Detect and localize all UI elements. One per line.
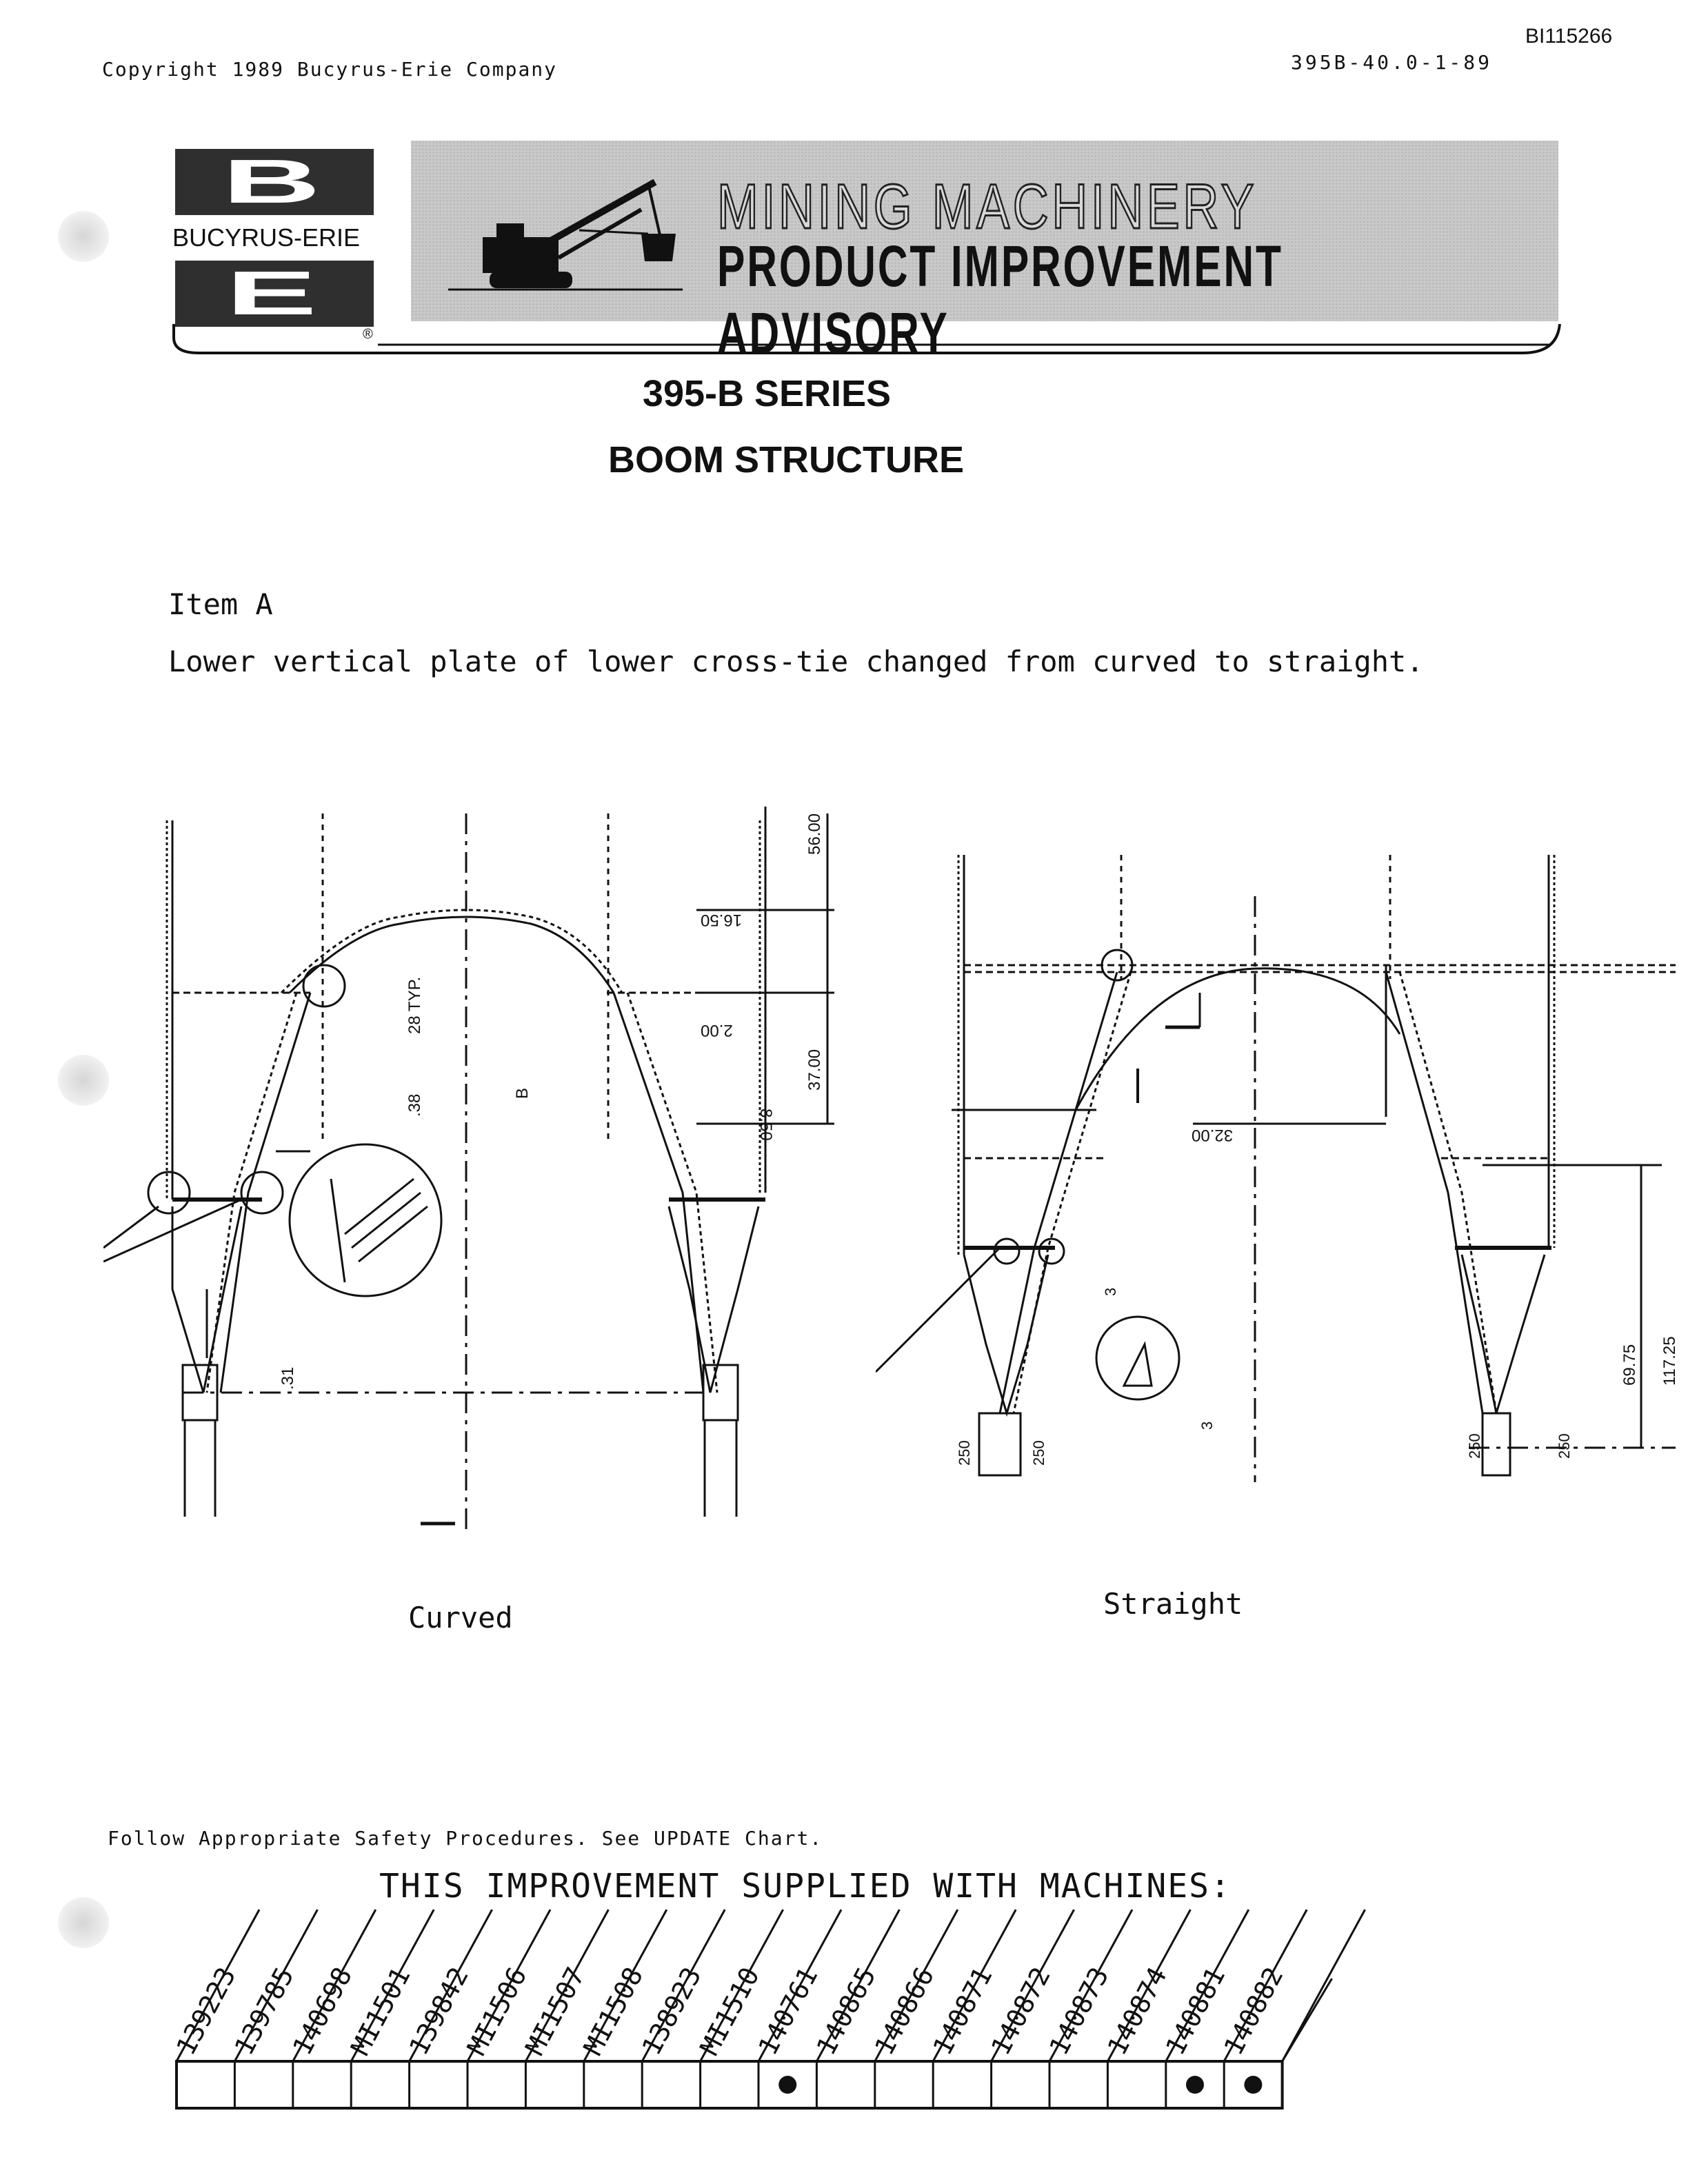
machine-marker [1244, 2076, 1262, 2094]
machine-number: 139785 [228, 1962, 300, 2061]
dim-label: 250 [956, 1440, 973, 1466]
supplied-heading: THIS IMPROVEMENT SUPPLIED WITH MACHINES: [379, 1867, 1232, 1905]
document-id: BI115266 [1525, 25, 1613, 48]
excavator-icon [441, 168, 690, 306]
machine-number: 139223 [170, 1962, 242, 2061]
item-description: Lower vertical plate of lower cross-tie changed from curved to straight. [168, 645, 1424, 678]
dim-label: .38 [405, 1093, 424, 1117]
dim-label: 3 [1198, 1421, 1216, 1430]
machine-number: 140698 [286, 1962, 359, 2061]
machine-box-row [177, 2061, 1283, 2108]
machine-number: 140881 [1159, 1962, 1232, 2061]
header-rule [171, 324, 1564, 358]
machine-number: MI1507 [519, 1962, 591, 2061]
company-name: BUCYRUS-ERIE [172, 223, 361, 252]
machine-number: 140761 [752, 1962, 824, 2061]
machine-marker [778, 2076, 796, 2094]
machine-number: 140866 [868, 1962, 941, 2061]
registered-mark: ® [363, 327, 373, 342]
logo-b-block [175, 149, 374, 215]
document-reference: 395B-40.0-1-89 [1291, 51, 1493, 74]
banner-title: MINING MACHINERY [717, 172, 1258, 242]
dim-label: 250 [1556, 1433, 1573, 1459]
dim-label: 16.50 [701, 911, 743, 929]
machine-number: 140882 [1218, 1962, 1289, 2061]
dim-label: B [513, 1087, 532, 1099]
header-edge [1283, 1979, 1332, 2061]
dim-label: 3 [1102, 1287, 1119, 1296]
dim-label: 250 [1030, 1440, 1047, 1466]
series-heading: 395-B SERIES [642, 373, 892, 414]
machine-number: MI1508 [577, 1962, 650, 2061]
machine-number: 140874 [1101, 1962, 1173, 2061]
logo-letter-b: B [222, 147, 327, 216]
dim-label: 2.00 [701, 1021, 733, 1040]
dim-label: 28 TYP. [405, 976, 424, 1034]
item-label: Item A [168, 587, 273, 621]
machine-number: 140865 [810, 1962, 882, 2061]
machine-number: 140871 [927, 1962, 998, 2061]
hole-punch [58, 1055, 109, 1106]
machine-number: 138923 [636, 1962, 707, 2061]
dim-label: 37.00 [805, 1049, 824, 1091]
logo-e-block [175, 261, 374, 327]
caption-curved: Curved [408, 1601, 513, 1635]
machine-number: MI1506 [461, 1962, 533, 2061]
safety-note: Follow Appropriate Safety Procedures. See UPDATE Chart. [108, 1827, 823, 1850]
dim-label: 32.00 [1192, 1126, 1234, 1144]
machine-number: 140873 [1043, 1962, 1115, 2061]
machine-marker [1186, 2076, 1204, 2094]
machine-number: MI1501 [345, 1962, 416, 2061]
straight-drawing [876, 848, 1682, 1496]
machine-table [165, 1903, 1393, 2110]
machine-number: 140872 [985, 1962, 1056, 2061]
logo-letter-e: E [225, 259, 323, 328]
dim-label: 69.75 [1620, 1344, 1639, 1386]
machine-number: MI1510 [694, 1962, 765, 2061]
dim-label: 117.25 [1660, 1336, 1679, 1386]
dim-label: 250 [1466, 1433, 1483, 1459]
dim-label: 56.00 [805, 813, 824, 855]
copyright-notice: Copyright 1989 Bucyrus-Erie Company [102, 58, 558, 81]
caption-straight: Straight [1103, 1587, 1243, 1621]
dim-label: 8.50 [756, 1109, 775, 1141]
dim-label: .31 [279, 1366, 297, 1390]
hole-punch [58, 1897, 109, 1948]
structure-heading: BOOM STRUCTURE [608, 439, 964, 481]
hole-punch [58, 211, 109, 262]
banner-subtitle: PRODUCT IMPROVEMENT ADVISORY [717, 234, 1283, 365]
machine-number: 139842 [403, 1962, 474, 2061]
